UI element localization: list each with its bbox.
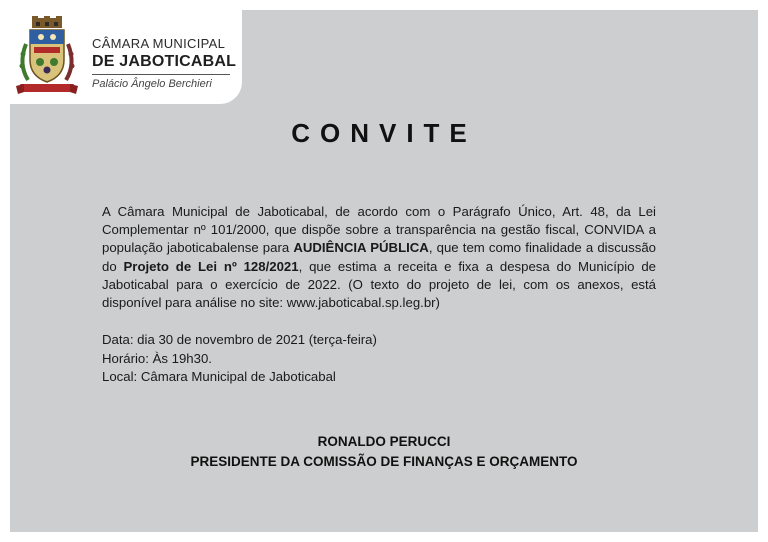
paragraph-text-2: , que tem como finalidade a discussão do — [102, 240, 656, 274]
palace-label: Palácio Ângelo Berchieri — [92, 78, 212, 90]
coat-of-arms-icon — [14, 14, 80, 98]
signer-role: PRESIDENTE DA COMISSÃO DE FINANÇAS E ORÇAMENTO — [190, 454, 578, 469]
signature-block — [0, 432, 768, 472]
institution-header — [10, 10, 242, 104]
signer-name: RONALDO PERUCCI — [317, 434, 451, 449]
event-place: Local: Câmara Municipal de Jaboticabal — [102, 369, 336, 384]
event-time: Horário: Às 19h30. — [102, 350, 212, 366]
page-title: CONVITE — [291, 118, 477, 148]
city-label: DE JABOTICABAL — [92, 53, 237, 70]
paragraph-text-1: A Câmara Municipal de Jaboticabal, de acordo com o Parágrafo Único, Art. 48, da Lei Complementar nº 101/2000, que dispõe sobre a transparência na gestão fiscal, CONVIDA a população jaboticabalense para — [102, 204, 656, 256]
bill-number-emphasis: Projeto de Lei nº 128/2021 — [123, 258, 299, 274]
event-date: Data: dia 30 de novembro de 2021 (terça-feira) — [102, 332, 377, 347]
chamber-label: CÂMARA MUNICIPAL — [92, 36, 226, 51]
invitation-paragraph — [102, 203, 656, 312]
header-divider — [92, 74, 230, 75]
public-hearing-emphasis: AUDIÊNCIA PÚBLICA — [293, 240, 429, 256]
event-details — [102, 331, 656, 387]
paragraph-text-3: , que estima a receita e fixa a despesa do Município de Jaboticabal para o exercício de 2022. (O texto do projeto de lei, com os anexos, está disponível para análise no site: www.jaboticabal.sp.leg.br) — [102, 258, 656, 311]
